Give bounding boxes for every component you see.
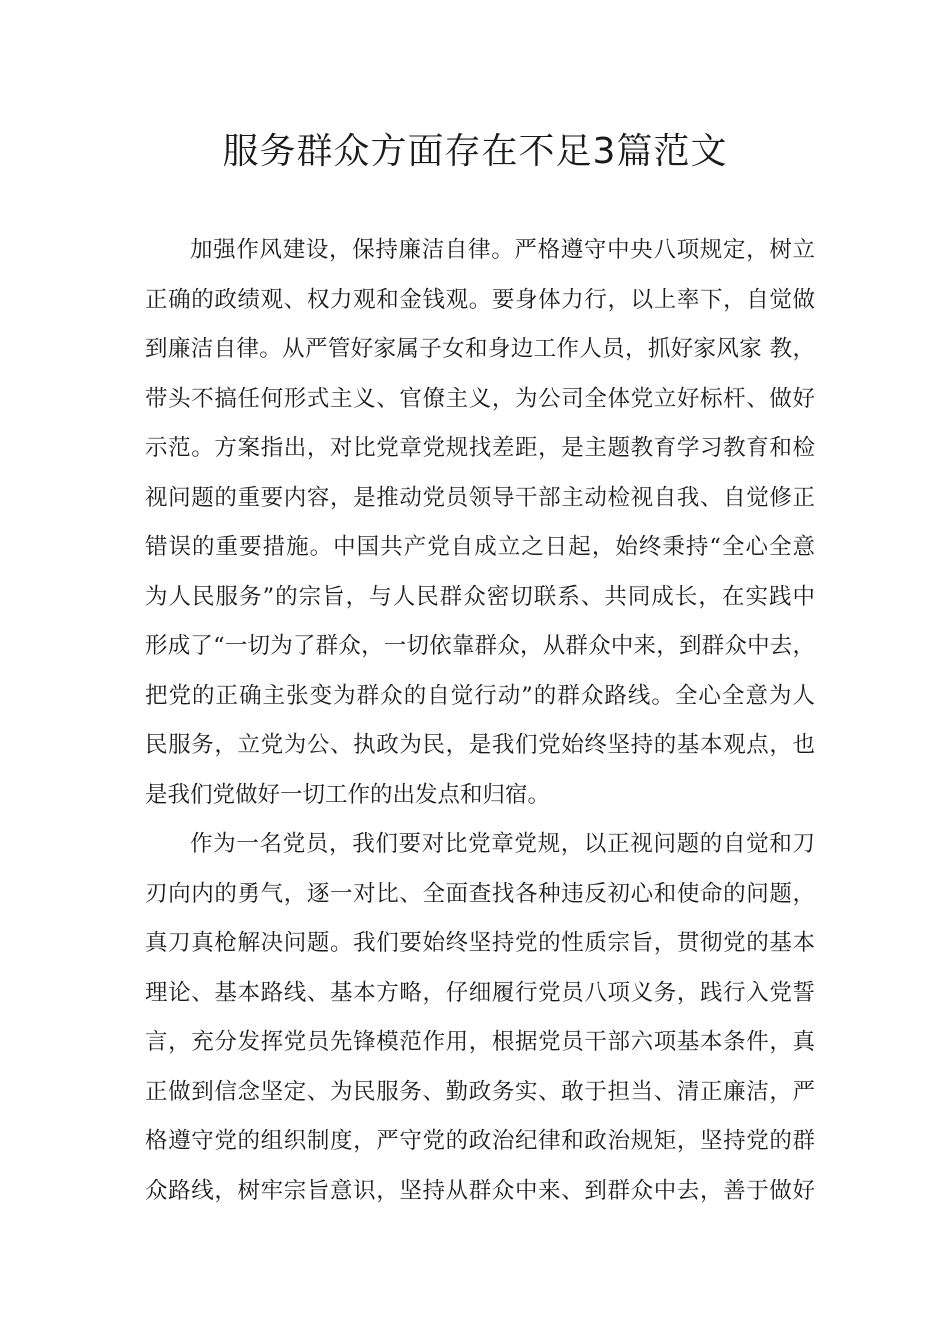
text-line: 刃向内的勇气，逐一对比、全面查找各种违反初心和使命的问题， (145, 880, 815, 907)
text-line: 带头不搞任何形式主义、官僚主义，为公司全体党立好标杆、做好 (145, 385, 815, 412)
paragraph-2 (145, 826, 815, 1222)
text-line: 是我们党做好一切工作的出发点和归宿。 (145, 781, 551, 808)
text-line: 到廉洁自律。从严管好家属子女和身边工作人员，抓好家风家 教， (145, 336, 815, 362)
paragraph-1 (145, 232, 815, 826)
text-line: 真刀真枪解决问题。我们要始终坚持党的性质宗旨，贯彻党的基本 (145, 930, 815, 956)
document-body (145, 232, 815, 1222)
text-line: 错误的重要措施。中国共产党自成立之日起，始终秉持“全心全意 (145, 534, 815, 560)
text-line: 民服务，立党为公、执政为民，是我们党始终坚持的基本观点，也 (145, 732, 815, 758)
text-line: 把党的正确主张变为群众的自觉行动”的群众路线。全心全意为人 (145, 682, 815, 709)
text-line: 形成了“一切为了群众，一切依靠群众，从群众中来，到群众中去， (145, 633, 815, 659)
text-line: 众路线，树牢宗旨意识，坚持从群众中来、到群众中去，善于做好 (145, 1177, 815, 1204)
text-line: 加强作风建设，保持廉洁自律。严格遵守中央八项规定，树立 (190, 237, 815, 263)
text-line: 理论、基本路线、基本方略，仔细履行党员八项义务，践行入党誓 (145, 979, 815, 1006)
text-line: 格遵守党的组织制度，严守党的政治纪律和政治规矩，坚持党的群 (145, 1128, 815, 1154)
text-line: 正确的政绩观、权力观和金钱观。要身体力行，以上率下，自觉做 (145, 286, 815, 313)
text-line: 正做到信念坚定、为民服务、勤政务实、敢于担当、清正廉洁，严 (145, 1078, 815, 1105)
text-line: 视问题的重要内容，是推动党员领导干部主动检视自我、自觉修正 (145, 484, 815, 511)
text-line: 示范。方案指出，对比党章党规找差距，是主题教育学习教育和检 (145, 435, 815, 461)
document-title: 服务群众方面存在不足3篇范文 (222, 131, 728, 172)
text-line: 为人民服务”的宗旨，与人民群众密切联系、共同成长，在实践中 (145, 583, 815, 610)
text-line: 言，充分发挥党员先锋模范作用，根据党员干部六项基本条件，真 (145, 1029, 815, 1055)
text-line: 作为一名党员，我们要对比党章党规，以正视问题的自觉和刀 (190, 831, 815, 857)
